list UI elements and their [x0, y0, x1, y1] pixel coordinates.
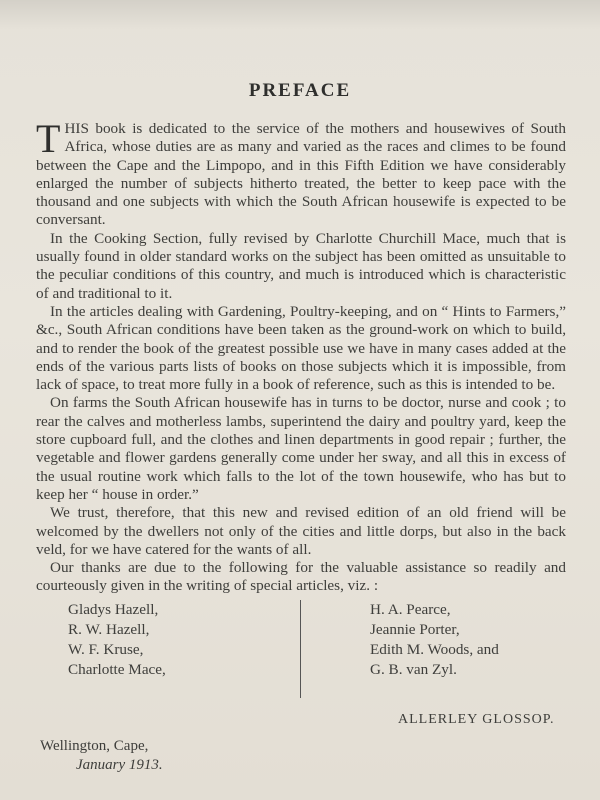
- contributor-name: G. B. van Zyl.: [370, 661, 457, 678]
- contributor-name: R. W. Hazell,: [68, 621, 150, 638]
- contributors-right-column: [370, 600, 499, 680]
- contributor-name: H. A. Pearce,: [370, 601, 451, 618]
- contributor-name: Charlotte Mace,: [68, 661, 166, 678]
- preface-body: [36, 116, 566, 596]
- paragraph-5: We trust, therefore, that this new and revised edition of an old friend will be welcomed by the dwellers not only of the cities and little dorps, but also in the back veld, for we have catered for the wants of all.: [36, 504, 566, 558]
- contributor-name: Edith M. Woods, and: [370, 641, 499, 658]
- paragraph-2: In the Cooking Section, fully revised by Charlotte Churchill Mace, much that is usually found in older standard works on the subject has been omitted as unsuitable to the peculiar conditions of this country, and much is introduced which is characteristic of and traditional to it.: [36, 229, 566, 302]
- date-line: [76, 757, 163, 774]
- contributor-name: Gladys Hazell,: [68, 601, 159, 618]
- drop-cap: T: [36, 116, 61, 161]
- paragraph-3: In the articles dealing with Gardening, Poultry-keeping, and on “ Hints to Farmers,” &c., South African conditions have been taken as the ground-work on which to build, and to render the book of the greatest possible use we have in many cases added at the ends of the various parts lists of books on those subjects which it is impossible, from lack of space, to treat more fully in a book of reference, such as this is intended to be.: [36, 302, 566, 394]
- contributor-name: Jeannie Porter,: [370, 621, 460, 638]
- paragraph-1-text: HIS book is dedicated to the service of the mothers and housewives of South Africa, whose duties are as many and varied as the races and climes to be found between the Cape and the Limpopo, and in this Fifth Edition we have considerably enlarged the number of subjects hitherto treated, the better to keep pace with the thousand and one subjects with which the South African housewife is expected to be conversant.: [36, 120, 566, 229]
- author-signature: ALLERLEY GLOSSOP.: [398, 712, 555, 727]
- contributors-left-column: [68, 600, 166, 680]
- column-divider: [300, 600, 301, 698]
- date-text: January 1913.: [76, 757, 163, 773]
- page-shadow: [0, 0, 600, 30]
- paragraph-1: [36, 116, 566, 230]
- page-title: PREFACE: [248, 80, 352, 101]
- contributor-name: W. F. Kruse,: [68, 641, 144, 658]
- paragraph-6: Our thanks are due to the following for the valuable assistance so readily and courteously given in the writing of special articles, viz. :: [36, 559, 566, 595]
- paragraph-4: On farms the South African housewife has in turns to be doctor, nurse and cook ; to rear the calves and motherless lambs, superintend the dairy and poultry yard, keep the store cupboard full, and the clothes and linen departments in good repair ; further, the vegetable and flower gardens generally come under her sway, and all this in excess of the usual routine work which falls to the lot of the town housewife, who has but to keep her “ house in order.”: [36, 394, 566, 503]
- contributors-list: [0, 600, 600, 710]
- place-line: Wellington, Cape,: [40, 738, 149, 754]
